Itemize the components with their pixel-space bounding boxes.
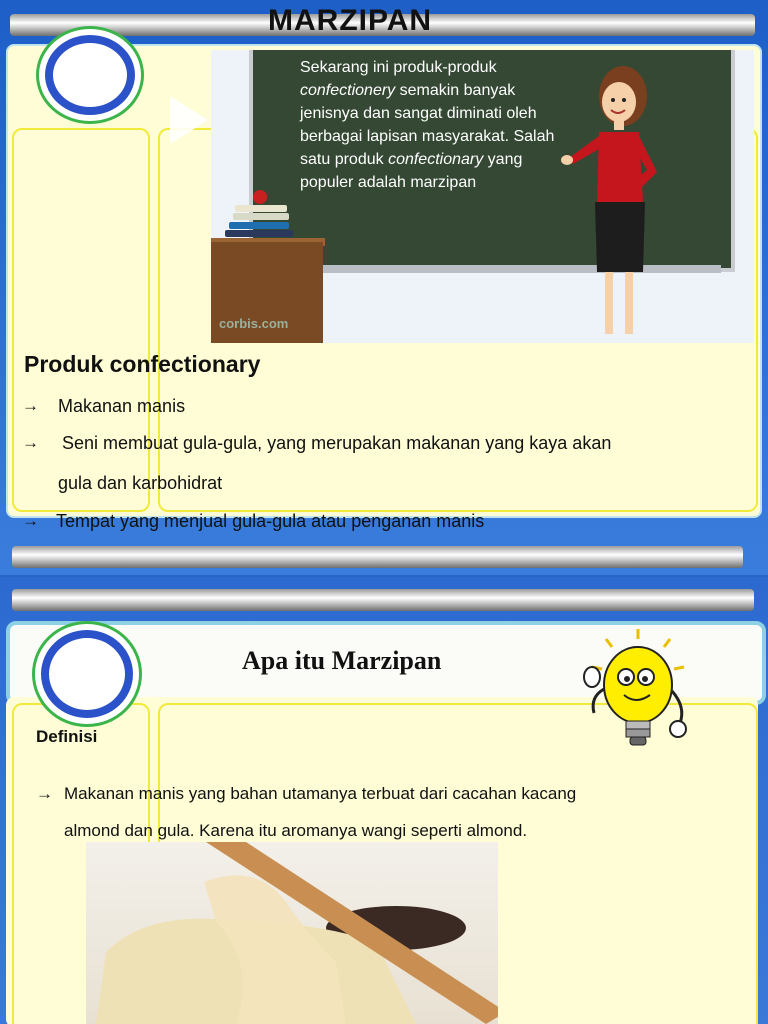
arrow-right-icon: → bbox=[22, 433, 39, 452]
board-text-line: yang populer adalah marzipan bbox=[300, 151, 523, 191]
marzipan-photo bbox=[86, 842, 498, 1024]
arrow-right-icon: → bbox=[36, 784, 53, 803]
arrow-right-icon: → bbox=[22, 396, 39, 415]
teacher-illustration bbox=[211, 50, 754, 343]
watermark: corbis.com bbox=[219, 316, 289, 331]
apple-icon bbox=[253, 190, 267, 204]
book bbox=[229, 222, 289, 229]
slide-what-is-marzipan bbox=[0, 577, 768, 1024]
section-heading: Produk confectionary bbox=[24, 351, 261, 377]
bullet-item-continuation: almond dan gula. Karena itu aromanya wangi seperti almond. bbox=[64, 821, 528, 840]
play-arrow-icon bbox=[170, 96, 208, 144]
slide-title: Apa itu Marzipan bbox=[242, 646, 442, 675]
book bbox=[235, 205, 287, 212]
bullet-item: Makanan manis yang bahan utamanya terbuat dari cacahan kacang bbox=[64, 784, 577, 803]
book bbox=[233, 213, 289, 220]
left-frame bbox=[12, 128, 150, 512]
bullet-item: Makanan manis bbox=[58, 396, 186, 416]
teacher-icon bbox=[561, 62, 671, 343]
board-text-line: Sekarang ini produk-produk bbox=[300, 59, 497, 76]
top-decor-bar bbox=[12, 589, 754, 611]
board-term: confectionery bbox=[300, 82, 396, 99]
arrow-right-icon: → bbox=[22, 511, 39, 530]
lightbulb-mascot-icon bbox=[576, 627, 700, 765]
board-text-line: semakin banyak jenisnya dan sangat diminati oleh berbagai lapisan masyarakat. Salah satu produk bbox=[300, 82, 555, 168]
bullet-item: Seni membuat gula-gula, yang merupakan makanan yang kaya akan bbox=[62, 433, 612, 453]
slide-title: MARZIPAN bbox=[268, 4, 433, 37]
definition-label: Definisi bbox=[36, 727, 98, 746]
chalkboard-text bbox=[300, 56, 570, 194]
school-logo bbox=[36, 26, 144, 124]
book bbox=[225, 230, 293, 237]
board-term: confectionary bbox=[388, 151, 484, 168]
school-logo bbox=[32, 621, 142, 727]
bullet-item-continuation: gula dan karbohidrat bbox=[58, 473, 223, 493]
bottom-decor-bar bbox=[12, 546, 743, 568]
bullet-item: Tempat yang menjual gula-gula atau penganan manis bbox=[56, 511, 485, 531]
